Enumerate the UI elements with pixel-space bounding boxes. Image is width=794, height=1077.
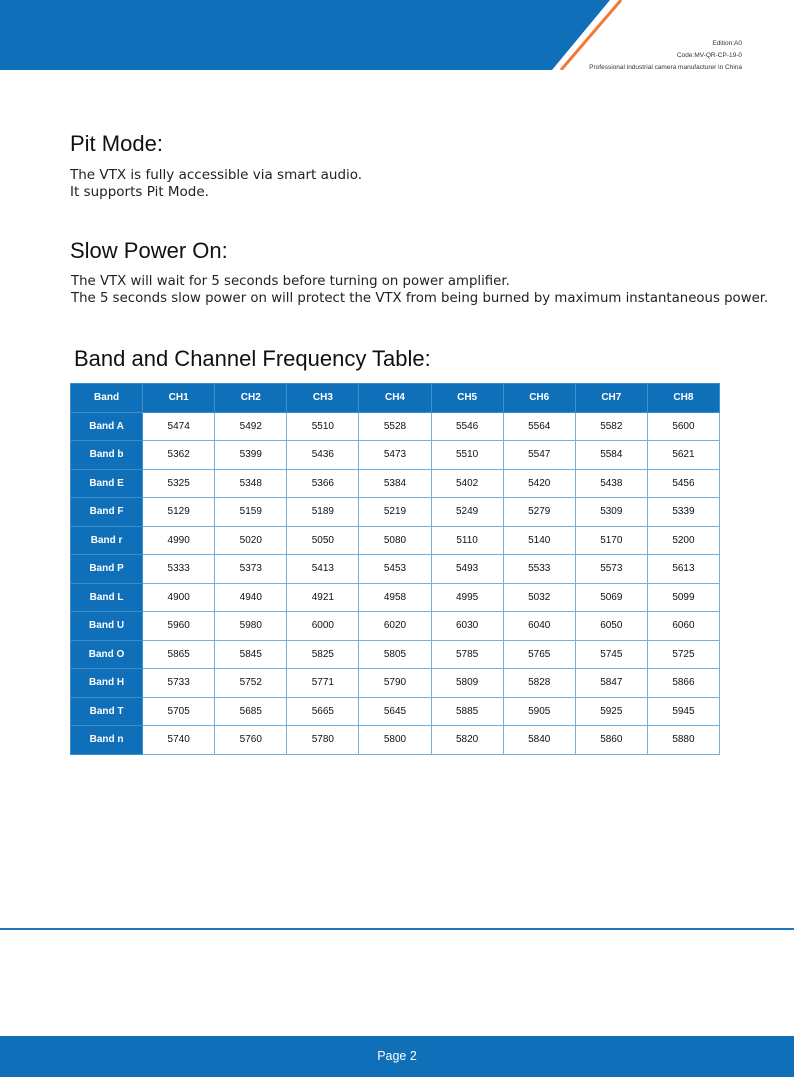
band-name-cell: Band O <box>71 640 143 669</box>
frequency-cell: 5705 <box>143 697 215 726</box>
frequency-cell: 5665 <box>287 697 359 726</box>
header-cell-band: Band <box>71 384 143 413</box>
band-name-cell: Band L <box>71 583 143 612</box>
frequency-cell: 5362 <box>143 441 215 470</box>
band-name-cell: Band b <box>71 441 143 470</box>
table-row <box>71 412 720 441</box>
frequency-cell: 5129 <box>143 498 215 527</box>
frequency-cell: 5402 <box>431 469 503 498</box>
table-row <box>71 640 720 669</box>
pit-mode-line: It supports Pit Mode. <box>70 184 209 200</box>
frequency-cell: 5860 <box>575 726 647 755</box>
frequency-cell: 5725 <box>647 640 719 669</box>
frequency-cell: 6040 <box>503 612 575 641</box>
frequency-cell: 5885 <box>431 697 503 726</box>
frequency-cell: 5413 <box>287 555 359 584</box>
frequency-cell: 5584 <box>575 441 647 470</box>
frequency-cell: 5564 <box>503 412 575 441</box>
frequency-cell: 4995 <box>431 583 503 612</box>
frequency-cell: 5366 <box>287 469 359 498</box>
frequency-cell: 5866 <box>647 669 719 698</box>
frequency-cell: 5474 <box>143 412 215 441</box>
frequency-cell: 4990 <box>143 526 215 555</box>
frequency-cell: 5020 <box>215 526 287 555</box>
frequency-cell: 5621 <box>647 441 719 470</box>
frequency-cell: 5348 <box>215 469 287 498</box>
header-band <box>0 0 794 70</box>
header-cell-ch5: CH5 <box>431 384 503 413</box>
band-name-cell: Band H <box>71 669 143 698</box>
frequency-cell: 5752 <box>215 669 287 698</box>
frequency-cell: 5880 <box>647 726 719 755</box>
tagline-label: Professional industrial camera manufacturer in China <box>589 64 742 70</box>
frequency-cell: 4940 <box>215 583 287 612</box>
band-name-cell: Band n <box>71 726 143 755</box>
pit-mode-text <box>70 167 362 201</box>
frequency-cell: 5420 <box>503 469 575 498</box>
frequency-cell: 6020 <box>359 612 431 641</box>
frequency-cell: 5110 <box>431 526 503 555</box>
band-name-cell: Band A <box>71 412 143 441</box>
frequency-cell: 5790 <box>359 669 431 698</box>
frequency-cell: 5438 <box>575 469 647 498</box>
frequency-cell: 5200 <box>647 526 719 555</box>
frequency-cell: 5279 <box>503 498 575 527</box>
frequency-cell: 5399 <box>215 441 287 470</box>
frequency-cell: 5473 <box>359 441 431 470</box>
frequency-cell: 5573 <box>575 555 647 584</box>
frequency-cell: 5733 <box>143 669 215 698</box>
frequency-cell: 5373 <box>215 555 287 584</box>
frequency-cell: 5333 <box>143 555 215 584</box>
frequency-cell: 5771 <box>287 669 359 698</box>
frequency-cell: 5170 <box>575 526 647 555</box>
band-name-cell: Band P <box>71 555 143 584</box>
header-cell-ch3: CH3 <box>287 384 359 413</box>
frequency-cell: 5925 <box>575 697 647 726</box>
table-row <box>71 469 720 498</box>
table-header-row <box>71 384 720 413</box>
freq-table-title: Band and Channel Frequency Table: <box>74 346 431 371</box>
header-meta <box>589 38 742 70</box>
frequency-cell: 5980 <box>215 612 287 641</box>
frequency-cell: 5645 <box>359 697 431 726</box>
frequency-cell: 4900 <box>143 583 215 612</box>
frequency-cell: 4921 <box>287 583 359 612</box>
frequency-cell: 5905 <box>503 697 575 726</box>
header-cell-ch7: CH7 <box>575 384 647 413</box>
table-row <box>71 526 720 555</box>
frequency-cell: 5456 <box>647 469 719 498</box>
frequency-cell: 5740 <box>143 726 215 755</box>
slow-power-text <box>71 273 768 307</box>
frequency-cell: 6030 <box>431 612 503 641</box>
frequency-cell: 5865 <box>143 640 215 669</box>
footer-bar <box>0 1036 794 1077</box>
frequency-cell: 5069 <box>575 583 647 612</box>
frequency-cell: 5613 <box>647 555 719 584</box>
footer-divider <box>0 928 794 930</box>
band-name-cell: Band T <box>71 697 143 726</box>
frequency-cell: 5339 <box>647 498 719 527</box>
frequency-cell: 5825 <box>287 640 359 669</box>
frequency-cell: 5828 <box>503 669 575 698</box>
header-cell-ch6: CH6 <box>503 384 575 413</box>
frequency-cell: 5510 <box>431 441 503 470</box>
table-row <box>71 726 720 755</box>
frequency-cell: 5745 <box>575 640 647 669</box>
header-cell-ch2: CH2 <box>215 384 287 413</box>
frequency-cell: 5600 <box>647 412 719 441</box>
frequency-cell: 5493 <box>431 555 503 584</box>
code-label: Code:MV-QR-CP-19-0 <box>676 52 742 59</box>
band-name-cell: Band E <box>71 469 143 498</box>
frequency-cell: 6000 <box>287 612 359 641</box>
frequency-cell: 5099 <box>647 583 719 612</box>
band-name-cell: Band U <box>71 612 143 641</box>
table-row <box>71 697 720 726</box>
frequency-cell: 5533 <box>503 555 575 584</box>
band-name-cell: Band r <box>71 526 143 555</box>
table-row <box>71 612 720 641</box>
frequency-cell: 6060 <box>647 612 719 641</box>
frequency-cell: 5453 <box>359 555 431 584</box>
frequency-cell: 5546 <box>431 412 503 441</box>
edition-label: Edition:A0 <box>712 40 742 47</box>
frequency-cell: 5528 <box>359 412 431 441</box>
table-row <box>71 583 720 612</box>
frequency-cell: 5510 <box>287 412 359 441</box>
frequency-cell: 5492 <box>215 412 287 441</box>
slow-power-title: Slow Power On: <box>70 238 228 263</box>
frequency-cell: 5845 <box>215 640 287 669</box>
frequency-cell: 5384 <box>359 469 431 498</box>
frequency-cell: 5840 <box>503 726 575 755</box>
frequency-cell: 5189 <box>287 498 359 527</box>
slow-power-line: The 5 seconds slow power on will protect the VTX from being burned by maximum instantaneous power. <box>71 291 769 306</box>
frequency-cell: 5309 <box>575 498 647 527</box>
frequency-cell: 5050 <box>287 526 359 555</box>
header-cell-ch1: CH1 <box>143 384 215 413</box>
frequency-cell: 5582 <box>575 412 647 441</box>
table-body <box>71 412 720 754</box>
pit-mode-line: The VTX is fully accessible via smart audio. <box>70 167 363 183</box>
frequency-cell: 5080 <box>359 526 431 555</box>
frequency-cell: 5159 <box>215 498 287 527</box>
table-row <box>71 498 720 527</box>
frequency-cell: 5960 <box>143 612 215 641</box>
header-blue-shape <box>0 0 610 70</box>
frequency-cell: 5140 <box>503 526 575 555</box>
header-cell-ch4: CH4 <box>359 384 431 413</box>
frequency-cell: 5945 <box>647 697 719 726</box>
frequency-cell: 5780 <box>287 726 359 755</box>
header-cell-ch8: CH8 <box>647 384 719 413</box>
frequency-cell: 5032 <box>503 583 575 612</box>
frequency-cell: 5547 <box>503 441 575 470</box>
page-number: Page 2 <box>377 1049 417 1063</box>
table-row <box>71 555 720 584</box>
frequency-cell: 5820 <box>431 726 503 755</box>
frequency-cell: 5760 <box>215 726 287 755</box>
frequency-cell: 5219 <box>359 498 431 527</box>
band-name-cell: Band F <box>71 498 143 527</box>
slow-power-line: The VTX will wait for 5 seconds before turning on power amplifier. <box>71 274 510 289</box>
table-row <box>71 669 720 698</box>
pit-mode-title: Pit Mode: <box>70 131 163 156</box>
frequency-cell: 5765 <box>503 640 575 669</box>
frequency-cell: 6050 <box>575 612 647 641</box>
table-row <box>71 441 720 470</box>
frequency-cell: 5809 <box>431 669 503 698</box>
frequency-cell: 5249 <box>431 498 503 527</box>
frequency-table <box>70 383 720 755</box>
frequency-cell: 5785 <box>431 640 503 669</box>
frequency-cell: 5325 <box>143 469 215 498</box>
frequency-cell: 5800 <box>359 726 431 755</box>
frequency-cell: 5685 <box>215 697 287 726</box>
frequency-cell: 5847 <box>575 669 647 698</box>
frequency-cell: 5436 <box>287 441 359 470</box>
frequency-cell: 5805 <box>359 640 431 669</box>
frequency-cell: 4958 <box>359 583 431 612</box>
